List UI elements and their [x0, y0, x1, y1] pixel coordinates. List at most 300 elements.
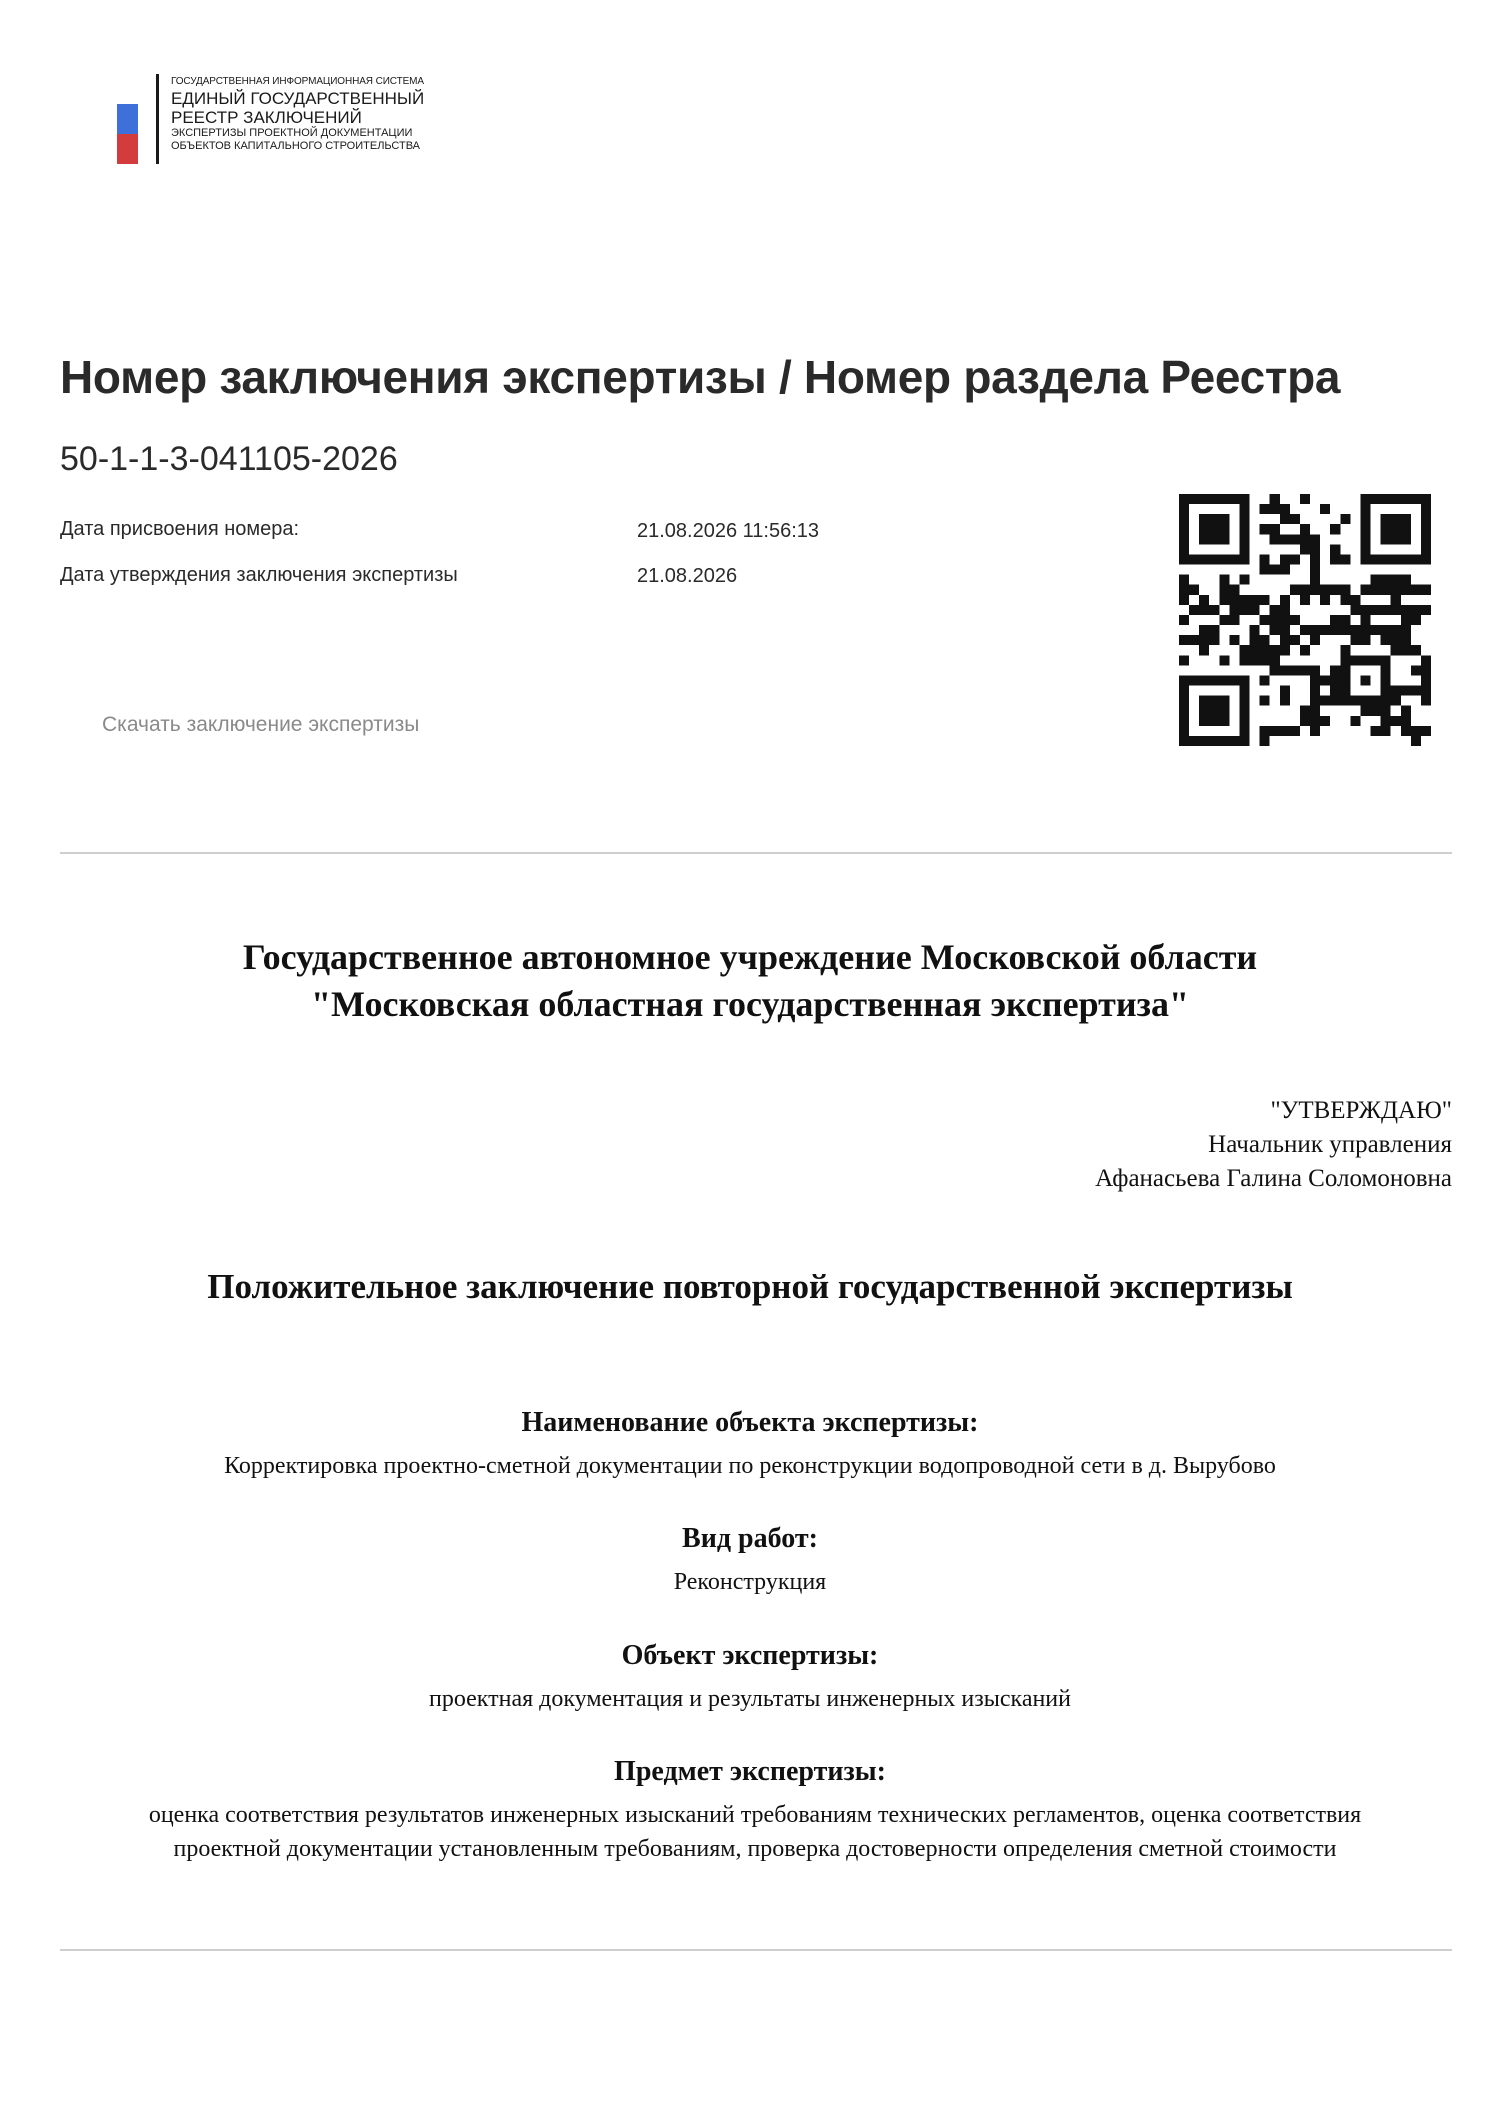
logo-line-2: ЕДИНЫЙ ГОСУДАРСТВЕННЫЙ: [171, 88, 425, 108]
qr-module: [1381, 696, 1391, 706]
qr-module: [1360, 635, 1370, 645]
qr-module: [1300, 524, 1310, 534]
registry-number: 50-1-1-3-041105-2026: [60, 440, 398, 478]
qr-module: [1270, 665, 1280, 675]
qr-module: [1401, 514, 1411, 524]
qr-module: [1411, 665, 1421, 675]
qr-module: [1330, 615, 1340, 625]
qr-module: [1209, 736, 1219, 746]
qr-module: [1381, 686, 1391, 696]
qr-module: [1179, 635, 1189, 645]
qr-module: [1320, 675, 1330, 685]
qr-module: [1260, 635, 1270, 645]
expertise-object-value: проектная документация и результаты инженерных изысканий: [428, 1686, 1071, 1712]
qr-module: [1300, 595, 1310, 605]
qr-module: [1381, 554, 1391, 564]
qr-module: [1209, 625, 1219, 635]
qr-module: [1270, 726, 1280, 736]
qr-module: [1360, 514, 1370, 524]
qr-module: [1310, 665, 1320, 675]
qr-module: [1209, 635, 1219, 645]
qr-module: [1300, 534, 1310, 544]
download-conclusion-link[interactable]: Скачать заключение экспертизы: [102, 713, 420, 736]
approval-title: "УТВЕРЖДАЮ": [1270, 1097, 1452, 1124]
qr-module: [1371, 494, 1381, 504]
qr-module: [1199, 514, 1209, 524]
qr-module: [1310, 706, 1320, 716]
qr-module: [1209, 716, 1219, 726]
qr-module: [1280, 665, 1290, 675]
qr-module: [1310, 686, 1320, 696]
qr-module: [1411, 726, 1421, 736]
qr-module: [1239, 706, 1249, 716]
subject-label: Предмет экспертизы:: [614, 1756, 886, 1787]
qr-module: [1280, 514, 1290, 524]
qr-module: [1179, 504, 1189, 514]
qr-module: [1411, 645, 1421, 655]
qr-module: [1219, 675, 1229, 685]
qr-module: [1199, 706, 1209, 716]
qr-module: [1179, 585, 1189, 595]
qr-module: [1280, 696, 1290, 706]
qr-module: [1340, 625, 1350, 635]
qr-module: [1350, 625, 1360, 635]
qr-module: [1330, 696, 1340, 706]
qr-module: [1219, 575, 1229, 585]
qr-module: [1239, 544, 1249, 554]
qr-module: [1219, 585, 1229, 595]
registry-heading: Номер заключения экспертизы / Номер раздела Реестра: [60, 351, 1341, 403]
qr-module: [1330, 554, 1340, 564]
qr-module: [1330, 675, 1340, 685]
qr-module: [1209, 534, 1219, 544]
qr-module: [1381, 585, 1391, 595]
qr-module: [1290, 615, 1300, 625]
qr-module: [1421, 726, 1431, 736]
qr-module: [1239, 686, 1249, 696]
qr-module: [1290, 635, 1300, 645]
qr-module: [1239, 514, 1249, 524]
qr-module: [1310, 565, 1320, 575]
qr-module: [1411, 686, 1421, 696]
qr-module: [1219, 595, 1229, 605]
qr-module: [1229, 585, 1239, 595]
qr-module: [1320, 625, 1330, 635]
qr-module: [1350, 595, 1360, 605]
qr-module: [1310, 625, 1320, 635]
qr-module: [1330, 665, 1340, 675]
qr-module: [1260, 504, 1270, 514]
qr-module: [1290, 554, 1300, 564]
qr-module: [1411, 736, 1421, 746]
expertise-object-label: Объект экспертизы:: [621, 1640, 879, 1671]
qr-module: [1391, 635, 1401, 645]
qr-module: [1411, 605, 1421, 615]
qr-module: [1219, 736, 1229, 746]
qr-module: [1189, 736, 1199, 746]
qr-module: [1421, 675, 1431, 685]
qr-module: [1310, 585, 1320, 595]
qr-module: [1209, 524, 1219, 534]
qr-module: [1330, 524, 1340, 534]
qr-module: [1209, 696, 1219, 706]
qr-module: [1381, 716, 1391, 726]
qr-module: [1391, 585, 1401, 595]
qr-module: [1381, 726, 1391, 736]
qr-module: [1229, 595, 1239, 605]
qr-module: [1280, 726, 1290, 736]
qr-module: [1280, 534, 1290, 544]
qr-module: [1239, 675, 1249, 685]
qr-module: [1381, 494, 1391, 504]
qr-module: [1229, 494, 1239, 504]
qr-module: [1391, 625, 1401, 635]
qr-module: [1219, 706, 1229, 716]
qr-module: [1381, 706, 1391, 716]
qr-module: [1421, 524, 1431, 534]
qr-module: [1340, 645, 1350, 655]
qr-module: [1340, 655, 1350, 665]
qr-module: [1219, 524, 1229, 534]
qr-module: [1280, 554, 1290, 564]
qr-module: [1391, 494, 1401, 504]
qr-module: [1179, 554, 1189, 564]
qr-module: [1350, 696, 1360, 706]
qr-module: [1340, 585, 1350, 595]
qr-module: [1270, 524, 1280, 534]
qr-module: [1360, 585, 1370, 595]
qr-module: [1401, 686, 1411, 696]
flag-stripe-blue: [117, 104, 138, 134]
qr-module: [1310, 675, 1320, 685]
divider-top: [60, 852, 1452, 854]
qr-module: [1209, 514, 1219, 524]
qr-module: [1340, 675, 1350, 685]
qr-module: [1371, 706, 1381, 716]
qr-module: [1250, 605, 1260, 615]
qr-module: [1391, 554, 1401, 564]
flag-stripe-white: [117, 74, 138, 104]
qr-module: [1381, 655, 1391, 665]
qr-module: [1250, 595, 1260, 605]
qr-module: [1381, 625, 1391, 635]
qr-module: [1280, 625, 1290, 635]
qr-module: [1360, 615, 1370, 625]
logo-line-3: РЕЕСТР ЗАКЛЮЧЕНИЙ: [171, 107, 362, 127]
qr-module: [1401, 625, 1411, 635]
qr-module: [1421, 494, 1431, 504]
qr-module: [1199, 534, 1209, 544]
qr-module: [1320, 716, 1330, 726]
qr-module: [1260, 595, 1270, 605]
qr-module: [1199, 595, 1209, 605]
qr-module: [1371, 655, 1381, 665]
qr-module: [1260, 645, 1270, 655]
qr-module: [1401, 615, 1411, 625]
qr-module: [1260, 565, 1270, 575]
qr-module: [1260, 554, 1270, 564]
qr-module: [1219, 554, 1229, 564]
qr-module: [1421, 655, 1431, 665]
approval-date-value: 21.08.2026: [637, 565, 738, 587]
logo-line-4: ЭКСПЕРТИЗЫ ПРОЕКТНОЙ ДОКУМЕНТАЦИИ: [171, 126, 413, 139]
qr-module: [1310, 696, 1320, 706]
qr-module: [1179, 706, 1189, 716]
qr-module: [1270, 534, 1280, 544]
qr-module: [1371, 726, 1381, 736]
qr-module: [1330, 625, 1340, 635]
qr-module: [1199, 494, 1209, 504]
qr-module: [1360, 504, 1370, 514]
qr-module: [1381, 534, 1391, 544]
qr-module: [1391, 605, 1401, 615]
qr-module: [1401, 726, 1411, 736]
organization-line-2: "Московская областная государственная экспертиза": [310, 984, 1190, 1024]
qr-module: [1179, 534, 1189, 544]
qr-module: [1381, 605, 1391, 615]
qr-module: [1360, 544, 1370, 554]
qr-module: [1350, 635, 1360, 645]
qr-module: [1360, 625, 1370, 635]
work-type-value: Реконструкция: [673, 1569, 827, 1595]
approval-block: [1095, 1094, 1452, 1196]
qr-module: [1421, 605, 1431, 615]
qr-module: [1401, 534, 1411, 544]
qr-module: [1199, 716, 1209, 726]
assign-date-label: Дата присвоения номера:: [60, 518, 300, 540]
qr-module: [1320, 595, 1330, 605]
logo-text: [171, 76, 424, 154]
qr-module: [1270, 655, 1280, 665]
logo-divider: [156, 74, 159, 164]
qr-module: [1320, 585, 1330, 595]
qr-module: [1401, 635, 1411, 645]
qr-module: [1330, 544, 1340, 554]
qr-module: [1189, 494, 1199, 504]
qr-module: [1239, 575, 1249, 585]
qr-module: [1300, 665, 1310, 675]
qr-module: [1260, 726, 1270, 736]
qr-module: [1320, 696, 1330, 706]
qr-module: [1260, 615, 1270, 625]
qr-module: [1199, 675, 1209, 685]
qr-module: [1199, 524, 1209, 534]
qr-module: [1179, 494, 1189, 504]
qr-module: [1260, 655, 1270, 665]
qr-module: [1280, 686, 1290, 696]
qr-module: [1330, 585, 1340, 595]
qr-module: [1290, 534, 1300, 544]
qr-module: [1391, 686, 1401, 696]
qr-module: [1310, 554, 1320, 564]
qr-module: [1401, 605, 1411, 615]
qr-module: [1330, 686, 1340, 696]
qr-module: [1381, 524, 1391, 534]
qr-module: [1280, 565, 1290, 575]
qr-module: [1381, 514, 1391, 524]
qr-module: [1421, 514, 1431, 524]
qr-module: [1270, 615, 1280, 625]
subject-value: [55, 1798, 1455, 1866]
qr-module: [1219, 716, 1229, 726]
qr-module: [1229, 605, 1239, 615]
qr-module: [1421, 504, 1431, 514]
qr-module: [1250, 655, 1260, 665]
qr-module: [1260, 696, 1270, 706]
qr-module: [1421, 585, 1431, 595]
qr-module: [1260, 736, 1270, 746]
qr-module: [1290, 726, 1300, 736]
qr-module: [1239, 494, 1249, 504]
qr-module: [1300, 645, 1310, 655]
qr-module: [1421, 686, 1431, 696]
qr-module: [1229, 554, 1239, 564]
qr-module: [1401, 575, 1411, 585]
logo-line-5: ОБЪЕКТОВ КАПИТАЛЬНОГО СТРОИТЕЛЬСТВА: [171, 140, 421, 153]
qr-module: [1310, 716, 1320, 726]
logo-line-1: ГОСУДАРСТВЕННАЯ ИНФОРМАЦИОННАЯ СИСТЕМА: [171, 76, 424, 87]
qr-module: [1219, 615, 1229, 625]
qr-module: [1179, 595, 1189, 605]
qr-module: [1280, 504, 1290, 514]
qr-module: [1250, 625, 1260, 635]
qr-module: [1239, 716, 1249, 726]
qr-module: [1260, 524, 1270, 534]
organization-line-1: Государственное автономное учреждение Московской области: [242, 937, 1258, 977]
organization-name: [0, 934, 1500, 1028]
qr-module: [1239, 524, 1249, 534]
qr-module: [1340, 554, 1350, 564]
qr-module: [1229, 615, 1239, 625]
qr-module: [1199, 696, 1209, 706]
qr-module: [1260, 675, 1270, 685]
qr-module: [1199, 605, 1209, 615]
qr-module: [1411, 554, 1421, 564]
qr-module: [1300, 625, 1310, 635]
qr-module: [1320, 504, 1330, 514]
qr-module: [1270, 605, 1280, 615]
qr-module: [1290, 665, 1300, 675]
qr-module: [1360, 605, 1370, 615]
subject-value-line-1: оценка соответствия результатов инженерных изысканий требованиям технических регламентов, оценка соответствия: [148, 1802, 1362, 1828]
qr-module: [1199, 645, 1209, 655]
divider-bottom: [60, 1949, 1452, 1951]
qr-module: [1179, 675, 1189, 685]
qr-module: [1371, 554, 1381, 564]
qr-module: [1219, 655, 1229, 665]
qr-module: [1391, 534, 1401, 544]
qr-module: [1179, 696, 1189, 706]
qr-module: [1219, 494, 1229, 504]
qr-module: [1310, 575, 1320, 585]
qr-module: [1270, 504, 1280, 514]
qr-module: [1381, 665, 1391, 675]
qr-module: [1391, 514, 1401, 524]
qr-module: [1179, 686, 1189, 696]
qr-module: [1421, 554, 1431, 564]
qr-module: [1179, 575, 1189, 585]
qr-module: [1209, 494, 1219, 504]
registry-logo: [117, 74, 457, 166]
object-name-label: Наименование объекта экспертизы:: [521, 1407, 979, 1438]
qr-module: [1391, 645, 1401, 655]
assign-date-value: 21.08.2026 11:56:13: [637, 520, 820, 542]
qr-module: [1401, 706, 1411, 716]
object-name-value: Корректировка проектно-сметной документации по реконструкции водопроводной сети в д. Вырубово: [224, 1453, 1276, 1479]
qr-module: [1340, 514, 1350, 524]
qr-module: [1239, 554, 1249, 564]
qr-module: [1179, 524, 1189, 534]
qr-module: [1199, 736, 1209, 746]
qr-module: [1360, 655, 1370, 665]
qr-module: [1250, 635, 1260, 645]
qr-module: [1391, 524, 1401, 534]
approval-name: Афанасьева Галина Соломоновна: [1095, 1165, 1452, 1192]
qr-module: [1421, 696, 1431, 706]
qr-module: [1270, 565, 1280, 575]
qr-module: [1239, 736, 1249, 746]
qr-module: [1371, 585, 1381, 595]
qr-module: [1340, 696, 1350, 706]
qr-module: [1229, 736, 1239, 746]
qr-module: [1270, 494, 1280, 504]
qr-module: [1239, 534, 1249, 544]
qr-module: [1360, 706, 1370, 716]
qr-module: [1179, 726, 1189, 736]
qr-module: [1239, 595, 1249, 605]
qr-module: [1229, 675, 1239, 685]
qr-module: [1391, 696, 1401, 706]
qr-module: [1421, 665, 1431, 675]
qr-module: [1360, 524, 1370, 534]
qr-module: [1310, 544, 1320, 554]
qr-module: [1239, 696, 1249, 706]
qr-module: [1280, 605, 1290, 615]
qr-module: [1280, 615, 1290, 625]
qr-module: [1360, 534, 1370, 544]
qr-module: [1290, 514, 1300, 524]
qr-module: [1421, 544, 1431, 554]
qr-module: [1189, 675, 1199, 685]
qr-module: [1310, 635, 1320, 645]
qr-module: [1179, 655, 1189, 665]
qr-module: [1350, 655, 1360, 665]
approval-date-label: Дата утверждения заключения экспертизы: [60, 564, 458, 586]
qr-module: [1411, 494, 1421, 504]
qr-module: [1209, 675, 1219, 685]
qr-module: [1179, 615, 1189, 625]
qr-module: [1401, 585, 1411, 595]
approval-position: Начальник управления: [1208, 1131, 1452, 1158]
qr-code-icon: [1179, 494, 1431, 746]
qr-module: [1391, 575, 1401, 585]
qr-module: [1371, 696, 1381, 706]
qr-module: [1219, 514, 1229, 524]
qr-module: [1290, 585, 1300, 595]
qr-module: [1280, 595, 1290, 605]
qr-module: [1179, 736, 1189, 746]
qr-module: [1391, 716, 1401, 726]
qr-module: [1239, 605, 1249, 615]
qr-module: [1239, 726, 1249, 736]
qr-module: [1360, 696, 1370, 706]
qr-module: [1371, 605, 1381, 615]
qr-module: [1360, 494, 1370, 504]
qr-module: [1381, 575, 1391, 585]
qr-module: [1300, 585, 1310, 595]
qr-module: [1371, 575, 1381, 585]
qr-module: [1189, 554, 1199, 564]
